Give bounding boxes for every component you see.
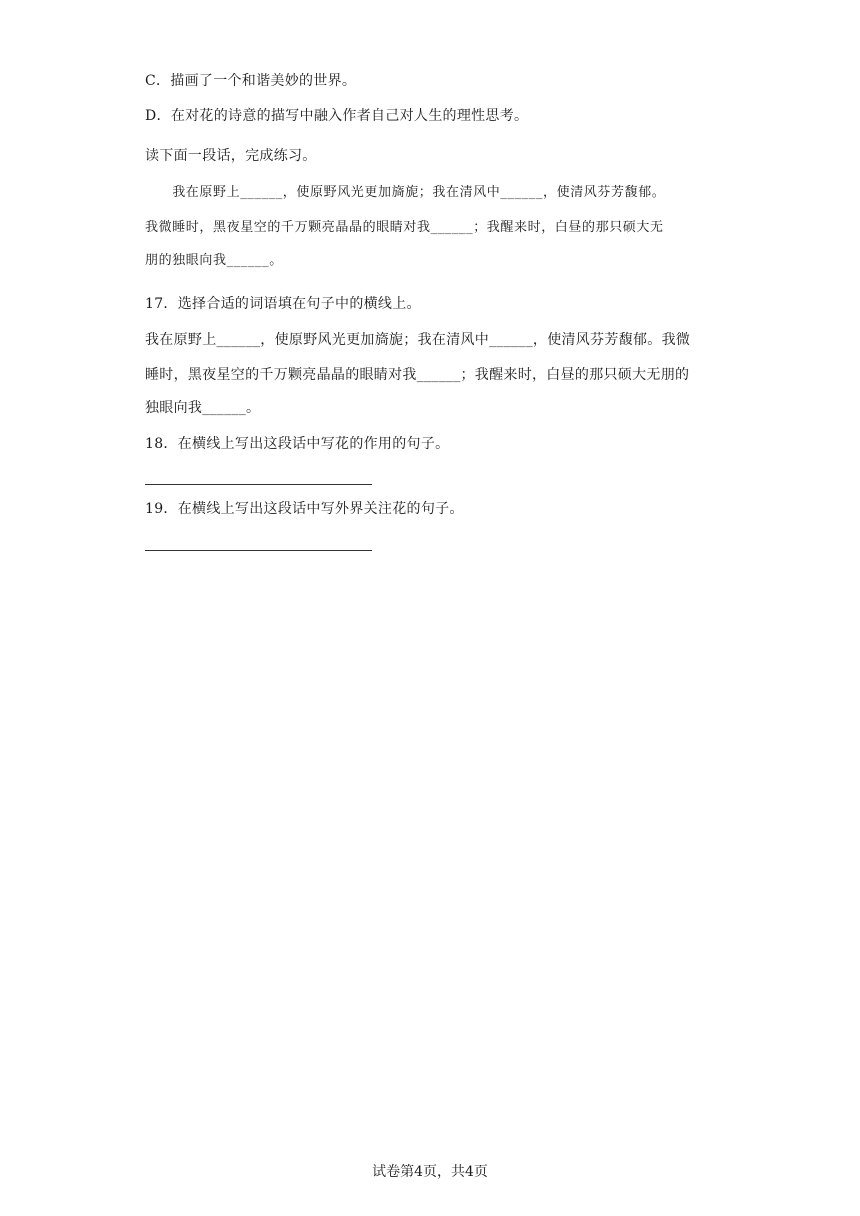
passage-line: 我微睡时，黑夜星空的千万颗亮晶晶的眼睛对我______；我醒来时，白昼的那只硕大无 <box>145 220 664 235</box>
reading-instruction: 读下面一段话，完成练习。 <box>145 148 317 164</box>
passage-line: 我在原野上______，使原野风光更加旖旎；我在清风中______，使清风芬芳馥郁。 <box>145 185 666 200</box>
question-18-answer-line[interactable] <box>145 484 372 485</box>
reading-passage <box>145 183 717 271</box>
question-17-text-line: 睡时，黑夜星空的千万颗亮晶晶的眼睛对我______；我醒来时，白昼的那只硕大无朋的 <box>145 367 690 383</box>
question-19-prompt: 19．在横线上写出这段话中写外界关注花的句子。 <box>145 501 464 517</box>
question-17-text-line: 独眼向我______。 <box>145 400 261 416</box>
option-c: C．描画了一个和谐美妙的世界。 <box>145 73 357 89</box>
option-d: D．在对花的诗意的描写中融入作者自己对人生的理性思考。 <box>145 108 529 124</box>
question-19-answer-line[interactable] <box>145 550 372 551</box>
page-footer: 试卷第4页，共4页 <box>372 1164 488 1180</box>
question-17-prompt: 17．选择合适的词语填在句子中的横线上。 <box>145 296 421 312</box>
question-17-text-line: 我在原野上______，使原野风光更加旖旎；我在清风中______，使清风芬芳馥郁。我微 <box>145 332 691 348</box>
passage-line: 朋的独眼向我______。 <box>145 253 283 268</box>
question-18-prompt: 18．在横线上写出这段话中写花的作用的句子。 <box>145 436 450 452</box>
